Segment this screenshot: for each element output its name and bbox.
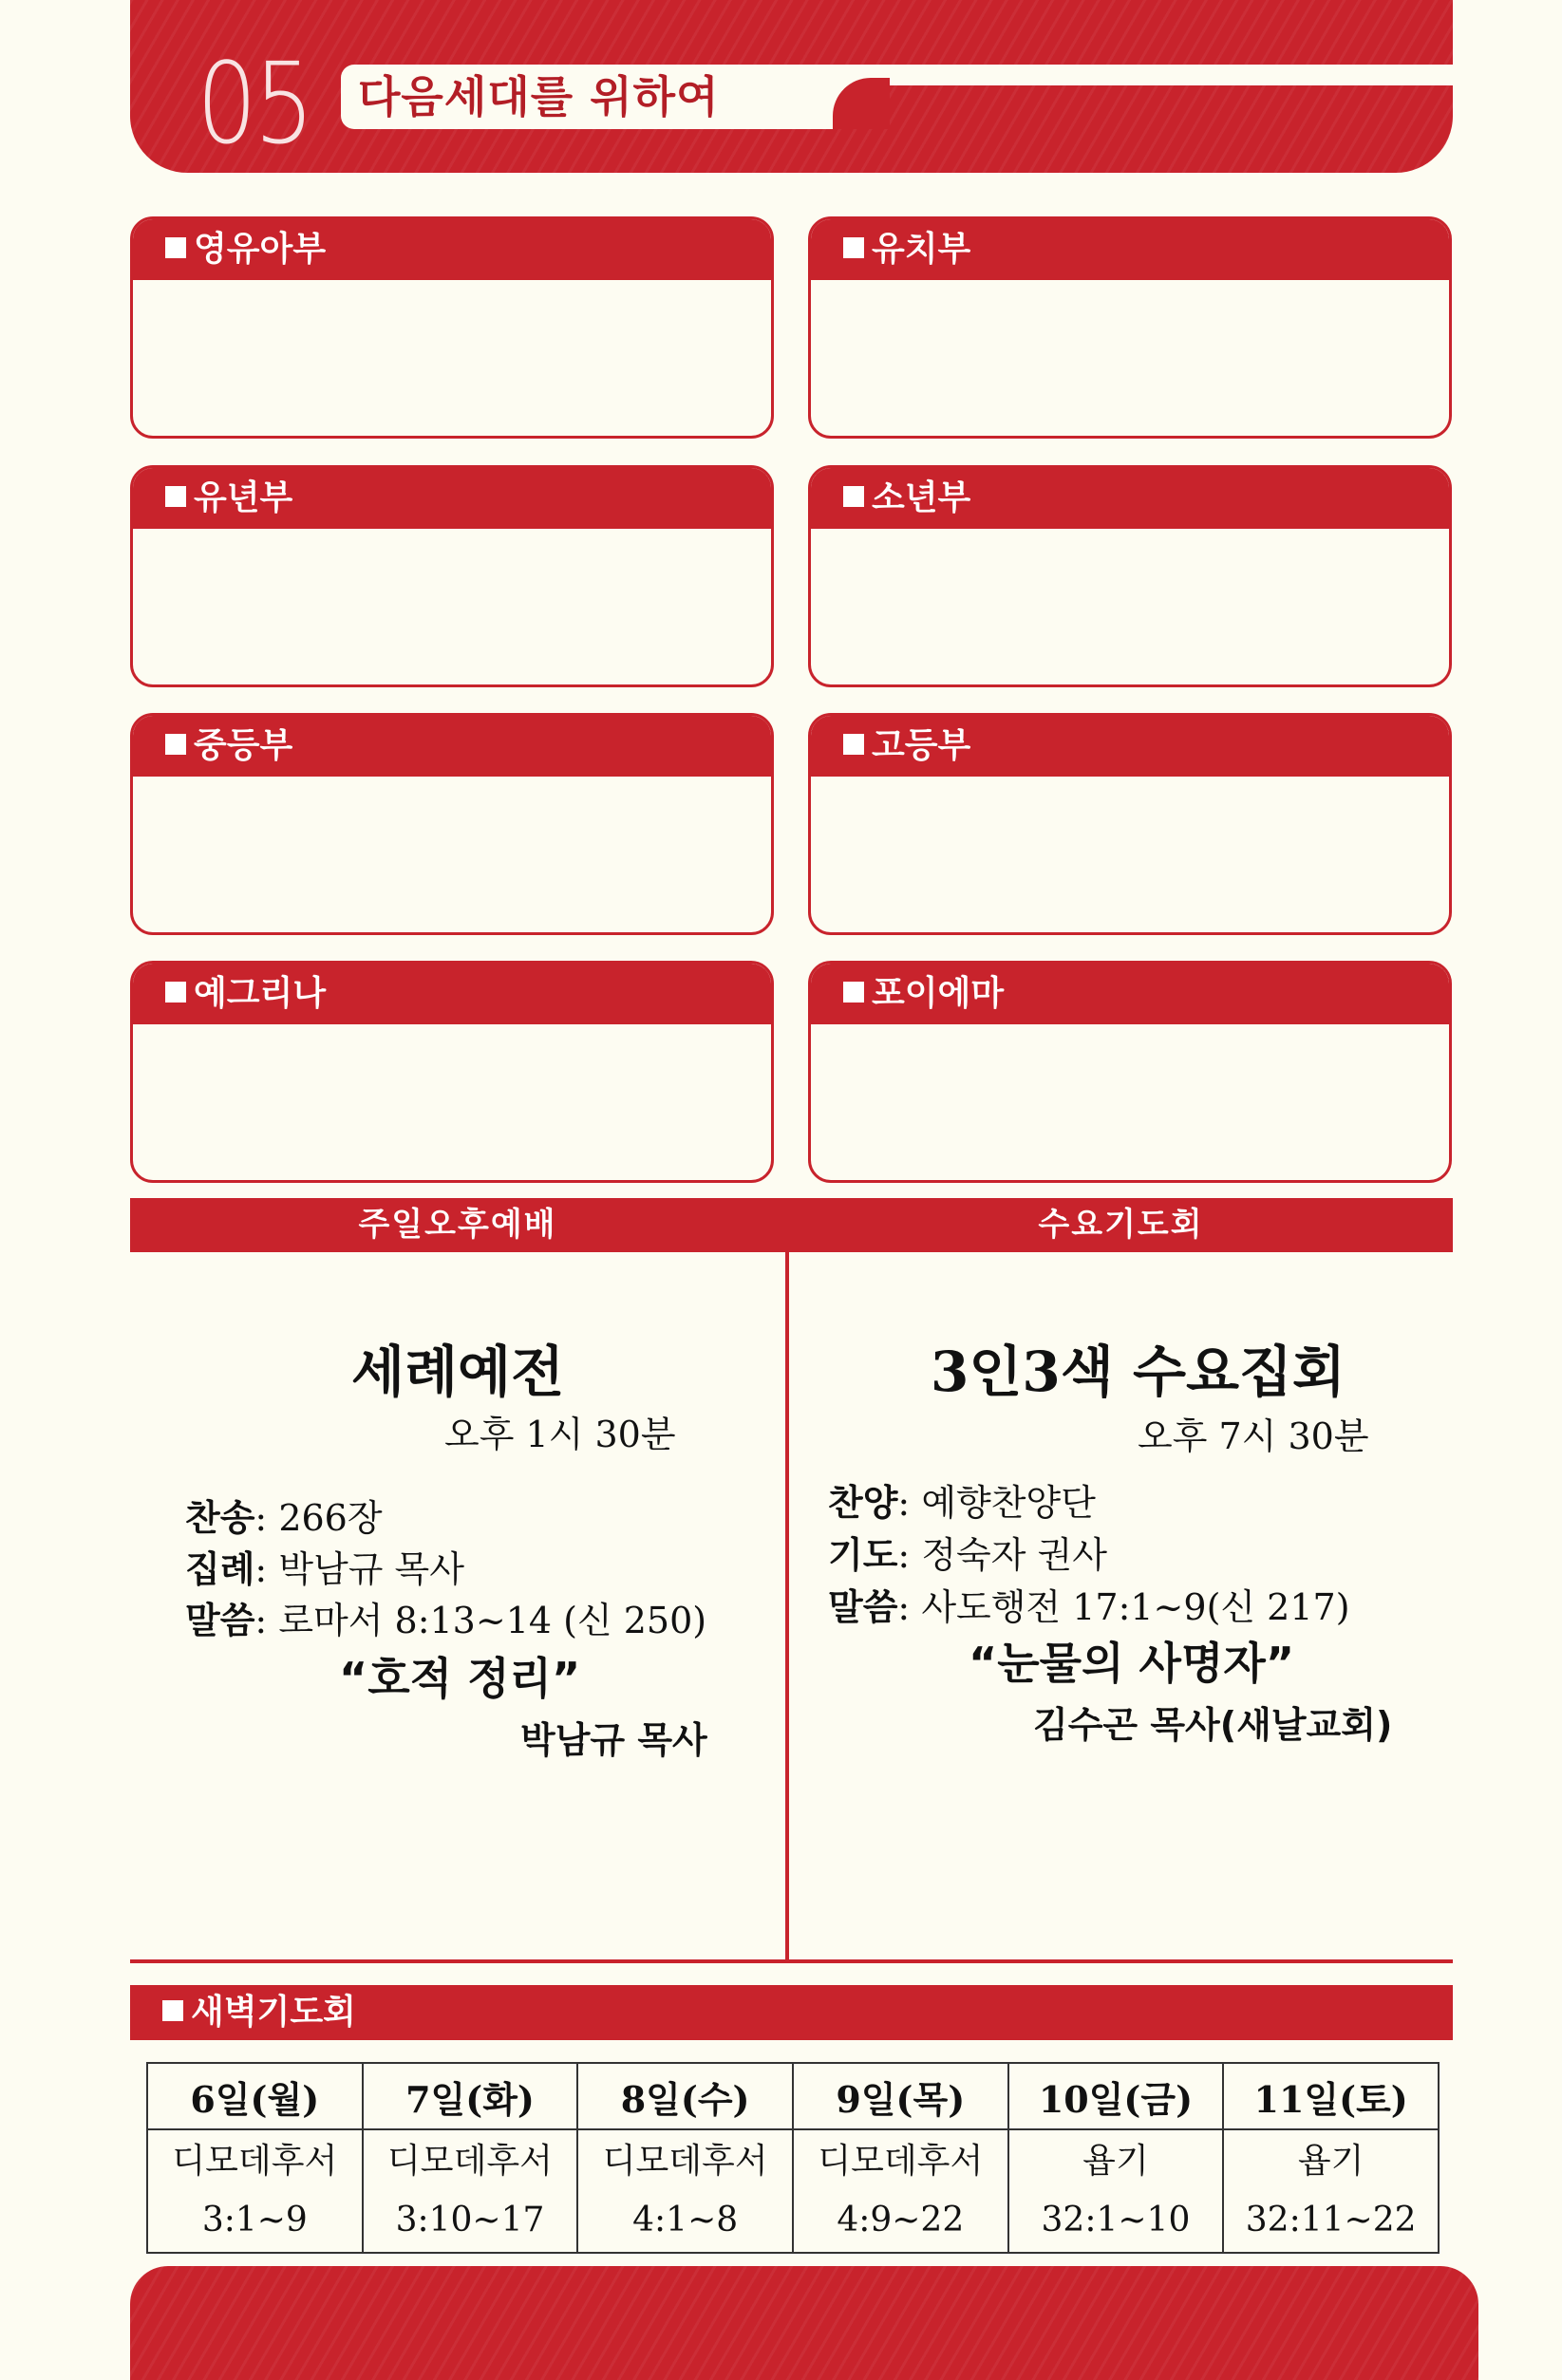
square-bullet-icon bbox=[843, 982, 864, 1003]
dept-box-junior bbox=[808, 465, 1452, 687]
line-label: 찬양 bbox=[828, 1482, 898, 1524]
wednesday-service-time: 오후 7시 30분 bbox=[1138, 1415, 1369, 1457]
dept-box-middle-school bbox=[130, 713, 774, 935]
scripture-ref: 4:9~22 bbox=[837, 2201, 965, 2239]
scripture-ref: 32:1~10 bbox=[1041, 2201, 1191, 2239]
dept-box-infant bbox=[130, 216, 774, 439]
dept-header bbox=[133, 964, 771, 1024]
footer-bar bbox=[130, 2266, 1478, 2380]
square-bullet-icon bbox=[165, 982, 186, 1003]
table-header-row bbox=[147, 2063, 1439, 2129]
square-bullet-icon bbox=[165, 734, 186, 755]
dept-label: 소년부 bbox=[872, 478, 971, 517]
dawn-prayer-table bbox=[146, 2062, 1440, 2254]
scripture-cell bbox=[363, 2129, 578, 2253]
day-header: 10일(금) bbox=[1008, 2063, 1224, 2129]
dept-box-yegrina bbox=[130, 961, 774, 1183]
square-bullet-icon bbox=[843, 486, 864, 507]
dept-label: 영유아부 bbox=[194, 230, 327, 269]
sunday-line-scripture: 말씀: 로마서 8:13~14 (신 250) bbox=[185, 1600, 707, 1641]
sunday-line-officiant: 집례: 박남규 목사 bbox=[185, 1548, 464, 1590]
dept-box-poiema bbox=[808, 961, 1452, 1183]
day-header: 6일(월) bbox=[147, 2063, 363, 2129]
scripture-ref: 32:11~22 bbox=[1245, 2201, 1417, 2239]
dept-label: 포이에마 bbox=[872, 974, 1005, 1013]
dept-header bbox=[811, 219, 1449, 280]
dept-header bbox=[133, 468, 771, 529]
sunday-preacher: 박남규 목사 bbox=[520, 1719, 707, 1761]
sunday-service-time: 오후 1시 30분 bbox=[444, 1414, 676, 1455]
line-value: 266장 bbox=[278, 1497, 383, 1539]
square-bullet-icon bbox=[162, 2000, 183, 2021]
dept-header bbox=[811, 468, 1449, 529]
wednesday-header: 수요기도회 bbox=[789, 1198, 1453, 1252]
wednesday-preacher: 김수곤 목사(새날교회) bbox=[1033, 1704, 1393, 1746]
dept-header bbox=[133, 219, 771, 280]
day-header: 8일(수) bbox=[577, 2063, 793, 2129]
dept-header bbox=[811, 716, 1449, 777]
square-bullet-icon bbox=[165, 486, 186, 507]
dept-box-primary bbox=[130, 465, 774, 687]
sunday-afternoon-header: 주일오후예배 bbox=[130, 1198, 785, 1252]
scripture-book: 욥기 bbox=[1297, 2142, 1364, 2181]
dept-header bbox=[811, 964, 1449, 1024]
scripture-cell bbox=[1008, 2129, 1224, 2253]
service-bottom-rule bbox=[130, 1959, 1453, 1963]
scripture-book: 디모데후서 bbox=[818, 2142, 984, 2181]
wednesday-service-title: 3인3색 수요집회 bbox=[931, 1340, 1346, 1404]
dept-header bbox=[133, 716, 771, 777]
section-header bbox=[130, 0, 1453, 173]
wednesday-sermon-title: “눈물의 사명자” bbox=[969, 1638, 1295, 1689]
service-divider bbox=[785, 1198, 789, 1963]
dept-label: 유치부 bbox=[872, 230, 971, 269]
sunday-service-title: 세례예전 bbox=[351, 1340, 565, 1404]
line-value: 사도행전 17:1~9(신 217) bbox=[921, 1586, 1350, 1628]
table-row bbox=[147, 2129, 1439, 2253]
dept-label: 예그리나 bbox=[194, 974, 327, 1013]
scripture-book: 디모데후서 bbox=[387, 2142, 553, 2181]
line-label: 말씀 bbox=[185, 1600, 255, 1641]
scripture-book: 욥기 bbox=[1082, 2142, 1149, 2181]
square-bullet-icon bbox=[843, 237, 864, 258]
line-label: 말씀 bbox=[828, 1586, 898, 1628]
scripture-cell bbox=[793, 2129, 1008, 2253]
scripture-ref: 3:10~17 bbox=[395, 2201, 545, 2239]
dept-label: 고등부 bbox=[872, 726, 971, 765]
scripture-cell bbox=[147, 2129, 363, 2253]
dawn-prayer-header bbox=[130, 1985, 1453, 2040]
line-label: 집례 bbox=[185, 1548, 255, 1590]
line-label: 기도 bbox=[828, 1534, 898, 1576]
scripture-book: 디모데후서 bbox=[602, 2142, 768, 2181]
section-title: 다음세대를 위하여 bbox=[358, 71, 720, 122]
line-value: 로마서 8:13~14 (신 250) bbox=[278, 1600, 707, 1641]
line-value: 박남규 목사 bbox=[278, 1548, 464, 1590]
line-label: 찬송 bbox=[185, 1497, 255, 1539]
scripture-book: 디모데후서 bbox=[172, 2142, 338, 2181]
sunday-line-hymn: 찬송: 266장 bbox=[185, 1497, 383, 1539]
wednesday-line-prayer: 기도: 정숙자 권사 bbox=[828, 1534, 1107, 1576]
dept-label: 중등부 bbox=[194, 726, 293, 765]
scripture-ref: 4:1~8 bbox=[632, 2201, 739, 2239]
sunday-sermon-title: “호적 정리” bbox=[339, 1653, 581, 1704]
day-header: 7일(화) bbox=[363, 2063, 578, 2129]
day-header: 9일(목) bbox=[793, 2063, 1008, 2129]
dept-box-high-school bbox=[808, 713, 1452, 935]
square-bullet-icon bbox=[165, 237, 186, 258]
section-number: 05 bbox=[197, 38, 311, 169]
dept-box-kindergarten bbox=[808, 216, 1452, 439]
dawn-prayer-label: 새벽기도회 bbox=[191, 1993, 356, 2032]
line-value: 예향찬양단 bbox=[921, 1482, 1096, 1524]
scripture-ref: 3:1~9 bbox=[201, 2201, 308, 2239]
dept-label: 유년부 bbox=[194, 478, 293, 517]
scripture-cell bbox=[1223, 2129, 1439, 2253]
scripture-cell bbox=[577, 2129, 793, 2253]
wednesday-line-scripture: 말씀: 사도행전 17:1~9(신 217) bbox=[828, 1586, 1350, 1628]
square-bullet-icon bbox=[843, 734, 864, 755]
line-value: 정숙자 권사 bbox=[921, 1534, 1107, 1576]
day-header: 11일(토) bbox=[1223, 2063, 1439, 2129]
wednesday-line-praise: 찬양: 예향찬양단 bbox=[828, 1482, 1096, 1524]
